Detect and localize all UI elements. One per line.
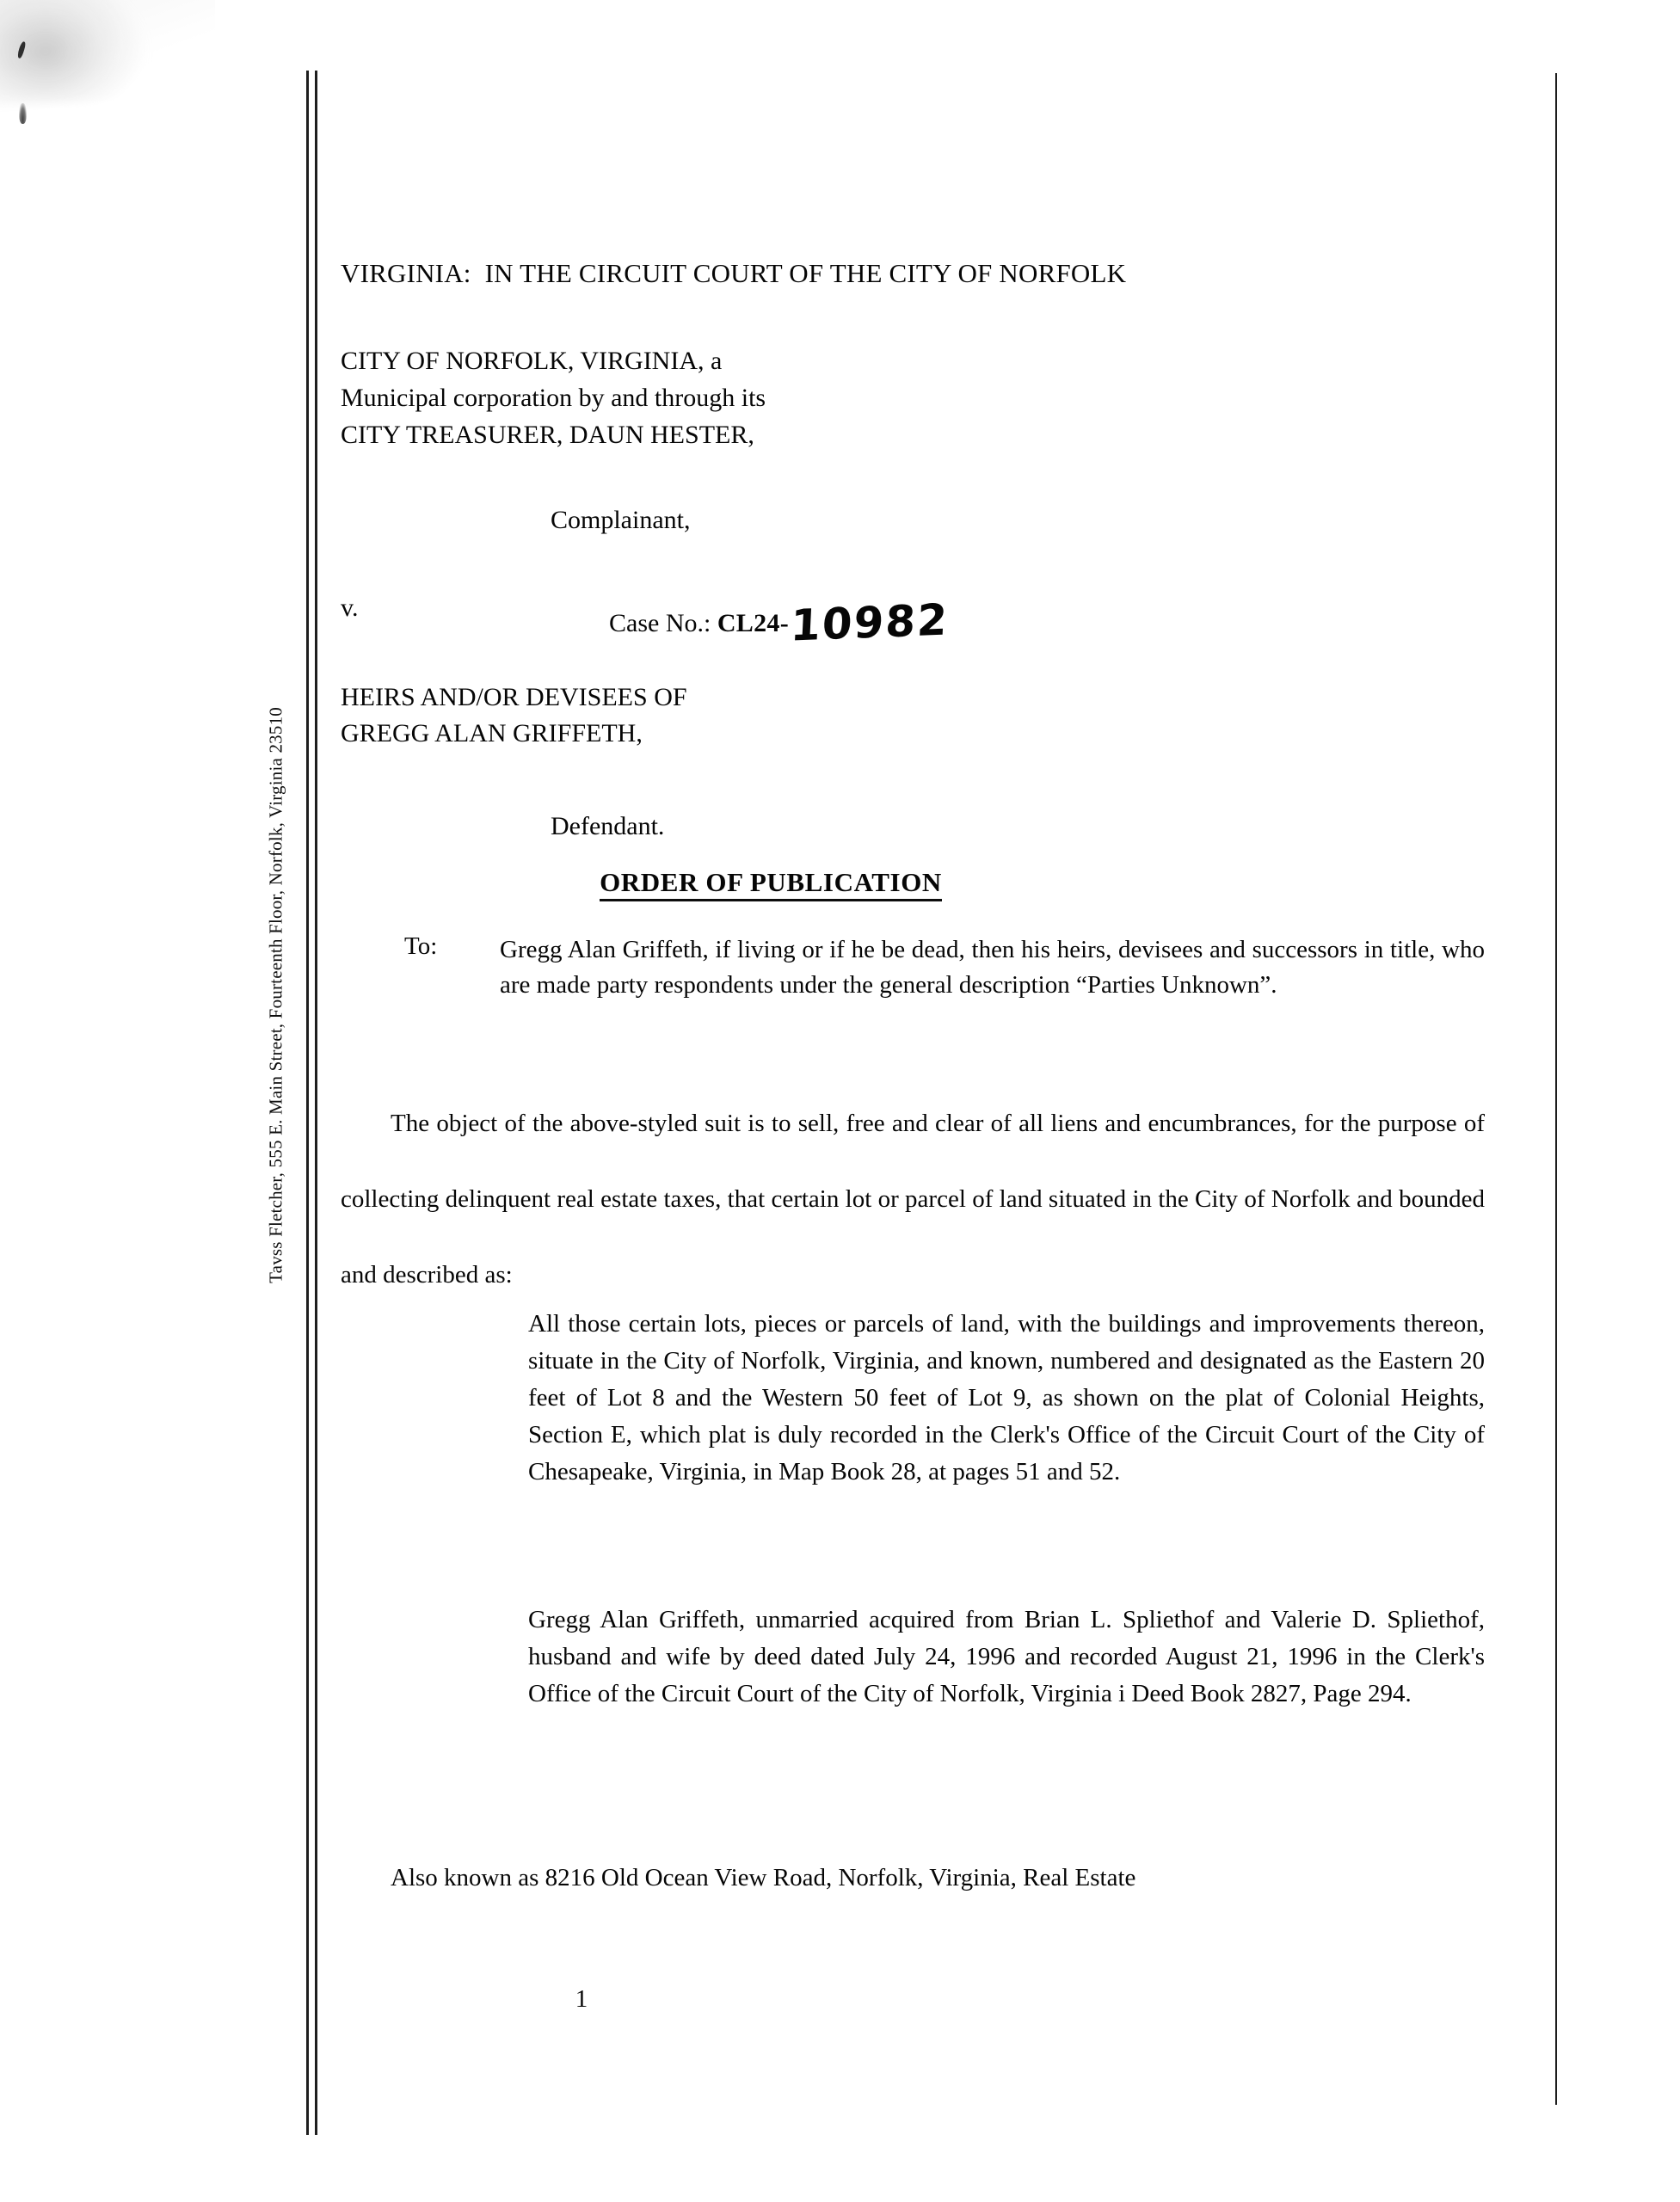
case-number-prefix: CL24- [717, 609, 789, 637]
caption-line: GREGG ALAN GRIFFETH, [341, 719, 643, 747]
defendant-caption [341, 680, 687, 752]
deed-reference-paragraph: Gregg Alan Griffeth, unmarried acquired from Brian L. Spliethof and Valerie D. Spliethof, husband and wife by deed dated July 24, 1996 and recorded August 21, 1996 in the Clerk's Office of the Circuit Court of the City of Norfolk, Virginia i Deed Book 2827, Page 294. [528, 1606, 1485, 1707]
pleading-rule-left-outer [306, 71, 309, 2135]
caption-line: HEIRS AND/OR DEVISEES OF [341, 683, 687, 711]
document-title [341, 867, 1201, 898]
versus-label: v. [341, 594, 359, 622]
case-number-label: Case No.: [609, 609, 711, 637]
caption-line: CITY OF NORFOLK, VIRGINIA, a [341, 347, 723, 375]
complainant-caption [341, 342, 766, 453]
case-number-line [609, 592, 951, 651]
case-number-handwritten: 10982 [789, 594, 951, 651]
scan-edge-shading [0, 0, 215, 224]
complainant-role-label: Complainant, [551, 506, 691, 534]
law-firm-sidebar [262, 707, 291, 1361]
addressee-label: To: [404, 932, 438, 960]
addressee-text: Gregg Alan Griffeth, if living or if he be dead, then his heirs, devisees and successors in title, who are made party respondents under the general description “Parties Unknown”. [500, 936, 1485, 999]
pleading-rule-right [1555, 73, 1557, 2105]
caption-line: Municipal corporation by and through its [341, 384, 766, 412]
also-known-as-paragraph: Also known as 8216 Old Ocean View Road, Norfolk, Virginia, Real Estate [391, 1864, 1136, 1891]
page-number: 1 [575, 1985, 588, 2013]
defendant-role-label: Defendant. [551, 812, 665, 840]
document-title-text: ORDER OF PUBLICATION [600, 867, 942, 901]
object-of-suit-paragraph: The object of the above-styled suit is to sell, free and clear of all liens and encumbrances, for the purpose of collecting delinquent real estate taxes, that certain lot or parcel of land situated in the City of Norfolk and bounded and described as: [341, 1110, 1485, 1289]
addressee-block [341, 932, 1485, 1003]
scan-speck-artifact [19, 103, 27, 124]
scan-smudge-artifact [0, 0, 146, 103]
scan-speck-artifact [16, 41, 27, 59]
jurisdiction-label: VIRGINIA: [341, 258, 471, 288]
court-name: IN THE CIRCUIT COURT OF THE CITY OF NORFOLK [484, 258, 1127, 288]
caption-line: CITY TREASURER, DAUN HESTER, [341, 421, 754, 449]
legal-description-paragraph: All those certain lots, pieces or parcels of land, with the buildings and improvements thereon, situate in the City of Norfolk, Virginia, and known, numbered and designated as the Eastern 20 feet of Lot 8 and the Western 50 feet of Lot 9, as shown on the plat of Colonial Heights, Section E, which plat is duly recorded in the Clerk's Office of the Circuit Court of the City of Chesapeake, Virginia, in Map Book 28, at pages 51 and 52. [528, 1310, 1485, 1485]
pleading-rule-left-inner [315, 71, 317, 2135]
court-heading [341, 258, 1126, 289]
law-firm-address-text: Tavss Fletcher, 555 E. Main Street, Fourteenth Floor, Norfolk, Virginia 23510 [265, 707, 286, 1283]
document-body [341, 0, 1528, 2202]
